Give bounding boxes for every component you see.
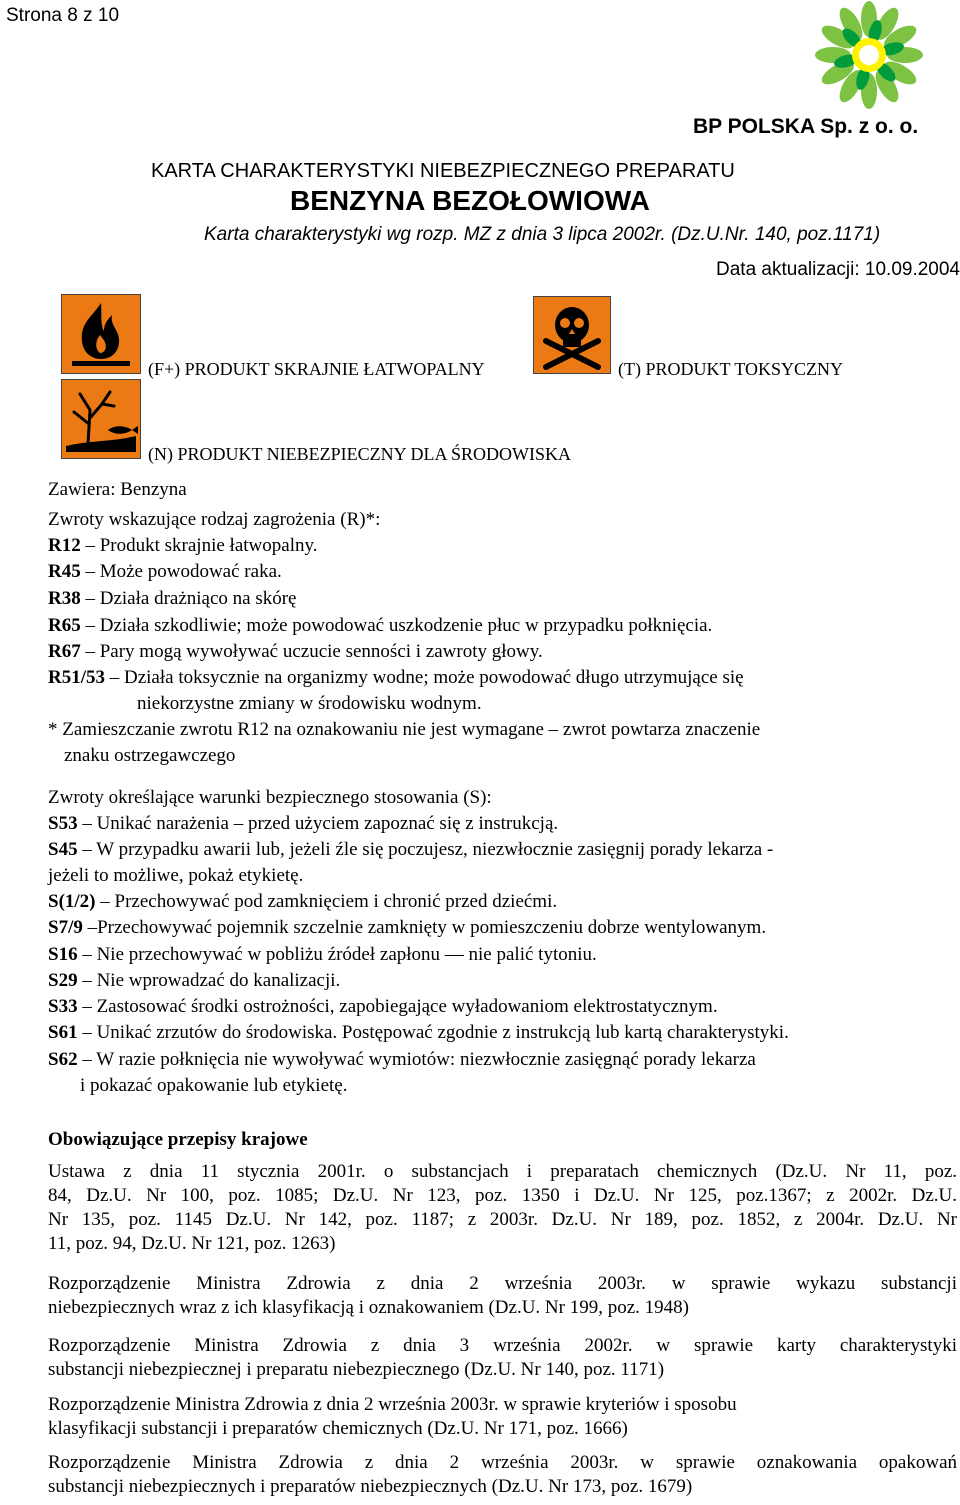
r-phrase-continuation: niekorzystne zmiany w środowisku wodnym. bbox=[137, 693, 482, 714]
s-phrase: S62 – W razie połknięcia nie wywoływać wymiotów: niezwłocznie zasięgnąć porady lekarza bbox=[48, 1049, 756, 1070]
regulations-heading: Obowiązujące przepisy krajowe bbox=[48, 1129, 308, 1150]
regulation-paragraph: Rozporządzenie Ministra Zdrowia z dnia 2 września 2003r. w sprawie wykazu substancji niebezpiecznych wraz z ich klasyfikacją i oznakowaniem (Dz.U. Nr 199, poz. 1948) bbox=[48, 1273, 957, 1318]
s-phrases-heading: Zwroty określające warunki bezpiecznego stosowania (S): bbox=[48, 787, 492, 808]
s-phrase: S(1/2) – Przechowywać pod zamknięciem i chronić przed dziećmi. bbox=[48, 891, 558, 912]
r-phrase: R67 – Pary mogą wywoływać uczucie senności i zawroty głowy. bbox=[48, 641, 543, 662]
contains-text: Zawiera: Benzyna bbox=[48, 479, 187, 500]
r-phrase: R12 – Produkt skrajnie łatwopalny. bbox=[48, 535, 318, 556]
r-phrases-heading: Zwroty wskazujące rodzaj zagrożenia (R)*: bbox=[48, 509, 381, 530]
s-phrase: S33 – Zastosować środki ostrożności, zapobiegające wyładowaniom elektrostatycznym. bbox=[48, 996, 718, 1017]
update-date: Data aktualizacji: 10.09.2004 bbox=[716, 259, 960, 280]
dead-tree-fish-icon bbox=[61, 379, 141, 459]
s-phrase-continuation: i pokazać opakowanie lub etykietę. bbox=[80, 1075, 348, 1096]
r-note: * Zamieszczanie zwrotu R12 na oznakowaniu nie jest wymagane – zwrot powtarza znaczenie bbox=[48, 719, 761, 740]
s-phrase-continuation: jeżeli to możliwe, pokaż etykietę. bbox=[48, 865, 304, 886]
regulation-paragraph: Ustawa z dnia 11 stycznia 2001r. o substancjach i preparatach chemicznych (Dz.U. Nr 11, poz. 84, Dz.U. Nr 100, poz. 1085; Dz.U. Nr 123, poz. 1350 i Dz.U. Nr 125, poz.1367; z 2002r. Dz.U. Nr 135, poz. 1145 Dz.U. Nr 142, poz. 1187; z 2003r. Dz.U. Nr 189, poz. 1852, z 2004r. Dz.U. Nr 11, poz. 94, Dz.U. Nr 121, poz. 1263) bbox=[48, 1161, 957, 1254]
r-phrase: R65 – Działa szkodliwie; może powodować uszkodzenie płuc w przypadku połknięcia. bbox=[48, 615, 713, 636]
bp-logo-icon bbox=[800, 0, 938, 110]
hazard-f-label: (F+) PRODUKT SKRAJNIE ŁATWOPALNY bbox=[148, 359, 485, 379]
s-phrase: S61 – Unikać zrzutów do środowiska. Postępować zgodnie z instrukcją lub kartą charakterystyki. bbox=[48, 1022, 789, 1043]
s-phrase: S16 – Nie przechowywać w pobliżu źródeł zapłonu — nie palić tytoniu. bbox=[48, 944, 597, 965]
r-phrase: R51/53 – Działa toksycznie na organizmy wodne; może powodować długo utrzymujące się bbox=[48, 667, 744, 688]
r-phrase: R38 – Działa drażniąco na skórę bbox=[48, 588, 297, 609]
regulation-paragraph: Rozporządzenie Ministra Zdrowia z dnia 2 września 2003r. w sprawie oznakowania opakowań substancji niebezpiecznych i preparatów niebezpiecznych (Dz.U. Nr 173, poz. 1679) bbox=[48, 1452, 957, 1497]
page-number: Strona 8 z 10 bbox=[6, 5, 120, 26]
regulation-paragraph: Rozporządzenie Ministra Zdrowia z dnia 3 września 2002r. w sprawie karty charakterystyki substancji niebezpiecznej i preparatu niebezpiecznego (Dz.U. Nr 140, poz. 1171) bbox=[48, 1335, 957, 1380]
regulation-paragraph: Rozporządzenie Ministra Zdrowia z dnia 2 września 2003r. w sprawie kryteriów i sposobu klasyfikacji substancji i preparatów chemicznych (Dz.U. Nr 171, poz. 1666) bbox=[48, 1394, 737, 1439]
r-phrase: R45 – Może powodować raka. bbox=[48, 561, 282, 582]
product-name: BENZYNA BEZOŁOWIOWA bbox=[290, 185, 650, 216]
skull-crossbones-icon bbox=[533, 296, 611, 374]
s-phrase: S45 – W przypadku awarii lub, jeżeli źle się poczujesz, niezwłocznie zasięgnij porady lekarza - bbox=[48, 839, 774, 860]
s-phrase: S29 – Nie wprowadzać do kanalizacji. bbox=[48, 970, 341, 991]
s-phrase: S53 – Unikać narażenia – przed użyciem zapoznać się z instrukcją. bbox=[48, 813, 559, 834]
flame-icon bbox=[61, 294, 141, 374]
hazard-t-label: (T) PRODUKT TOKSYCZNY bbox=[618, 359, 844, 379]
regulation-reference: Karta charakterystyki wg rozp. MZ z dnia 3 lipca 2002r. (Dz.U.Nr. 140, poz.1171) bbox=[204, 224, 881, 245]
company-name: BP POLSKA Sp. z o. o. bbox=[693, 115, 919, 138]
document-type: KARTA CHARAKTERYSTYKI NIEBEZPIECZNEGO PREPARATU bbox=[151, 160, 735, 182]
s-phrase: S7/9 –Przechowywać pojemnik szczelnie zamknięty w pomieszczeniu dobrze wentylowanym. bbox=[48, 917, 767, 938]
hazard-n-label: (N) PRODUKT NIEBEZPIECZNY DLA ŚRODOWISKA bbox=[148, 444, 572, 464]
r-note-continuation: znaku ostrzegawczego bbox=[64, 745, 236, 766]
